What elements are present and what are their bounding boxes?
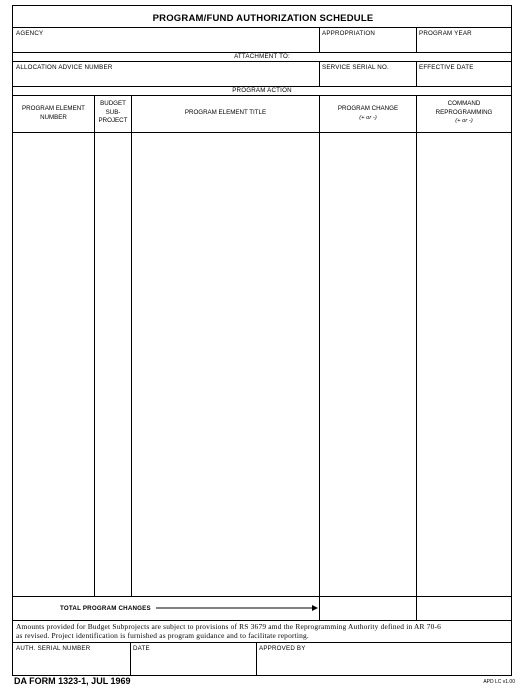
program-year-input[interactable] xyxy=(417,37,510,51)
effective-date-input[interactable] xyxy=(417,71,510,85)
program-fund-authorization-form xyxy=(12,5,512,676)
column-header-command-reprogramming: COMMAND REPROGRAMMING (+ or -) xyxy=(435,100,493,124)
agency-label: AGENCY xyxy=(16,30,44,37)
appropriation-label: APPROPRIATION xyxy=(322,30,376,37)
form-title: PROGRAM/FUND AUTHORIZATION SCHEDULE xyxy=(152,13,374,24)
date-label: DATE xyxy=(133,645,150,652)
date-input[interactable] xyxy=(131,653,255,673)
form-number: DA FORM 1323-1, JUL 1969 xyxy=(14,676,131,686)
service-serial-label: SERVICE SERIAL NO. xyxy=(322,64,389,71)
agency-input[interactable] xyxy=(14,37,318,51)
service-serial-input[interactable] xyxy=(320,71,415,85)
budget-subproject-column-input[interactable] xyxy=(95,133,130,595)
total-program-change-input[interactable] xyxy=(320,597,415,619)
program-action-label: PROGRAM ACTION xyxy=(232,87,292,94)
approved-by-label: APPROVED BY xyxy=(259,645,306,652)
form-version: APD LC v1.00 xyxy=(483,679,515,685)
command-reprogramming-column-input[interactable] xyxy=(417,133,510,595)
total-command-reprogramming-input[interactable] xyxy=(417,597,510,619)
auth-serial-number-input[interactable] xyxy=(14,653,129,673)
program-change-column-input[interactable] xyxy=(320,133,415,595)
effective-date-label: EFFECTIVE DATE xyxy=(419,64,474,71)
column-header-program-change: PROGRAM CHANGE (+ or -) xyxy=(337,105,399,121)
note-line-1: Amounts provided for Budget Subprojects are subject to provisions of RS 3679 amd the Reprogramming Authority defined in AR 70-6 xyxy=(16,622,442,631)
approved-by-input[interactable] xyxy=(257,653,510,673)
rule xyxy=(13,61,511,62)
rule xyxy=(13,95,511,96)
appropriation-input[interactable] xyxy=(320,37,415,51)
note-line-2: as revised. Project identification is furnished as program guidance and to facilitate reporting. xyxy=(16,631,309,640)
allocation-advice-label: ALLOCATION ADVICE NUMBER xyxy=(16,64,113,71)
total-program-changes-label: TOTAL PROGRAM CHANGES xyxy=(60,605,151,612)
rule xyxy=(13,27,511,28)
rule xyxy=(13,620,511,621)
column-header-program-element-number: PROGRAM ELEMENT NUMBER xyxy=(22,105,85,121)
auth-serial-number-label: AUTH. SERIAL NUMBER xyxy=(16,645,91,652)
allocation-advice-input[interactable] xyxy=(14,71,318,85)
column-header-budget-subproject: BUDGET SUB- PROJECT xyxy=(98,100,128,124)
program-year-label: PROGRAM YEAR xyxy=(419,30,472,37)
arrow-right-icon xyxy=(156,604,318,612)
program-element-number-column-input[interactable] xyxy=(14,133,93,595)
program-element-title-column-input[interactable] xyxy=(132,133,318,595)
rule xyxy=(13,642,511,643)
column-header-program-element-title: PROGRAM ELEMENT TITLE xyxy=(184,109,267,116)
attachment-to-label: ATTACHMENT TO: xyxy=(234,53,290,60)
